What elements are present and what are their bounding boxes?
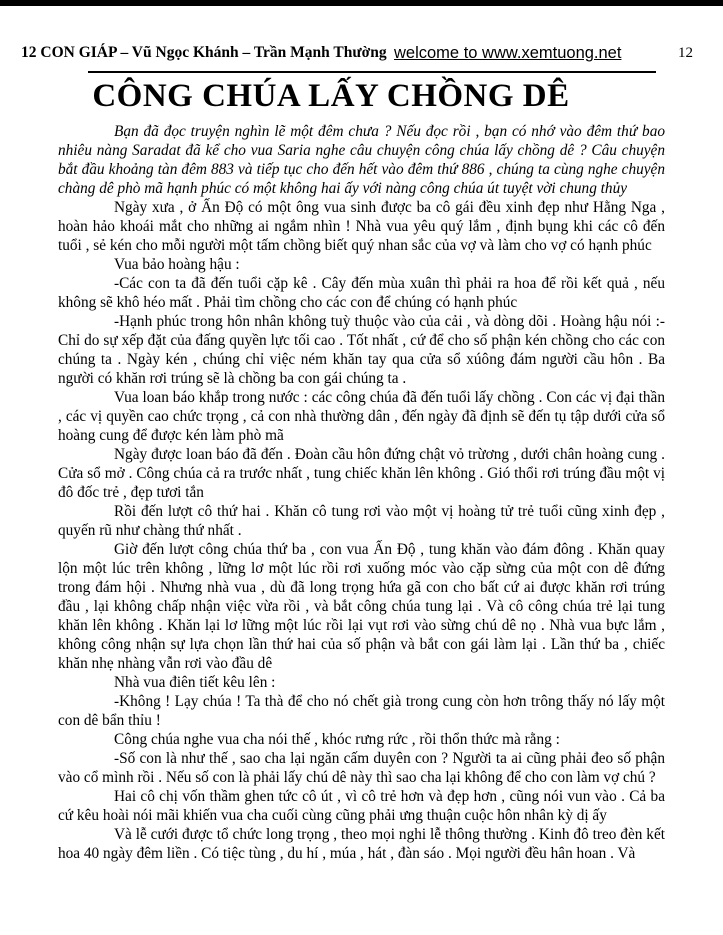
page-number: 12 xyxy=(678,45,693,61)
story-paragraph: Vua loan báo khắp trong nước : các công chúa đã đến tuổi lấy chồng . Con các vị đại thần , các vị quyền cao chức trọng , cả con nhà thường dân , đến ngày đã định sẽ đến tụ tập dưới cửa sổ hoàng cung để được kén làm phò mã xyxy=(58,389,665,444)
story-paragraph: Rồi đến lượt cô thứ hai . Khăn cô tung rơi vào một vị hoàng tử trẻ tuổi cũng xinh đẹp , quyến rũ như chàng thứ nhất . xyxy=(58,503,665,539)
story-paragraph: Vua bảo hoàng hậu : xyxy=(114,256,240,273)
story-paragraph: Hai cô chị vốn thầm ghen tức cô út , vì cô trẻ hơn và đẹp hơn , cũng nói vun vào . Cả ba cứ kêu hoài nói mãi khiến vua cha cuối cùng cũng phải ưng thuận cuộc hôn nhân kỳ dị ấy xyxy=(58,788,665,824)
story-paragraph: -Hạnh phúc trong hôn nhân không tuỳ thuộc vào của cải , và dòng dõi . Hoàng hậu nói :- Chỉ do sự xếp đặt của đấng quyền lực tối cao . Tốt nhất , cứ để cho số phận kén chồng cho các con chúng ta . Ngày kén , chúng chỉ việc ném khăn tay qua cửa sổ xúông đám người cầu hôn . Ba người có khăn rơi trúng sẽ là chồng ba con gái chúng ta . xyxy=(58,313,665,387)
story-content xyxy=(58,122,665,863)
story-paragraph: Nhà vua điên tiết kêu lên : xyxy=(114,674,276,691)
story-paragraph: Ngày xưa , ở Ấn Độ có một ông vua sinh được ba cô gái đều xinh đẹp như Hằng Nga , hoàn hảo khoái mắt cho những ai ngắm nhìn ! Nhà vua yêu quý lắm , định bụng khi các cô đến tuổi , sẻ kén cho mỗi người một tấm chồng biết quý nhan sắc của vợ và làm cho vợ có hạnh phúc xyxy=(58,199,665,254)
book-title: 12 CON GIÁP – Vũ Ngọc Khánh – Trần Mạnh Thường xyxy=(21,44,387,61)
story-paragraph: -Số con là như thế , sao cha lại ngăn cấm duyên con ? Người ta ai cũng phải đeo số phận vào cổ mình rồi . Nếu số con là phải lấy chú dê này thì sao cha lại không để cho con làm vợ chú ? xyxy=(58,750,665,786)
story-paragraph: Công chúa nghe vua cha nói thế , khóc rưng rức , rồi thổn thức mà rằng : xyxy=(114,731,560,748)
story-paragraph: -Không ! Lạy chúa ! Ta thà để cho nó chết già trong cung còn hơn trông thấy nó lấy một con dê bẩn thỉu ! xyxy=(58,693,665,729)
header-divider xyxy=(88,71,656,73)
scan-edge-artifact xyxy=(0,0,723,6)
story-paragraph: -Các con ta đã đến tuổi cặp kê . Cây đến mùa xuân thì phải ra hoa để rồi kết quả , nếu không sẽ khô héo mất . Phải tìm chồng cho các con để chúng có hạnh phúc xyxy=(58,275,665,311)
story-paragraph-intro: Bạn đã đọc truyện nghìn lẽ một đêm chưa ? Nếu đọc rồi , bạn có nhớ vào đêm thứ bao nhiêu nàng Saradat đã kể cho vua Saria nghe câu chuyện công chúa lấy chồng dê ? Câu chuyện bắt đầu khoảng tàn đêm 883 và tiếp tục cho đến hết vào đêm thứ 886 , chúng ta cùng nghe chuyện chàng dê phò mã hạnh phúc có một không hai ấy với nàng công chúa út tuyệt vời chung thủy xyxy=(58,123,665,197)
site-link[interactable]: welcome to www.xemtuong.net xyxy=(394,44,622,62)
page-header xyxy=(0,44,723,66)
story-paragraph: Giờ đến lượt công chúa thứ ba , con vua Ấn Độ , tung khăn vào đám đông . Khăn quay lộn một lúc trên không , lững lơ một lúc rồi rơi xuống móc vào cặp sừng của một con dê đứng trong đám hội . Nhưng nhà vua , dù đã long trọng hứa gã con cho bất cứ ai được khăn rơi trúng đầu , lại không chấp nhận việc vừa rồi , và bắt công chúa tung lại . Và cô công chúa trẻ lại tung khăn lên không . Khăn lại lơ lững một lúc rồi lại vụt rơi vào sừng chú dê nọ . Nhà vua bực lắm , không công nhận sự lựa chọn lần thứ hai của số phận và bắt con gái làm lại . Lần thứ ba , chiếc khăn nhẹ nhàng vẫn rơi vào đầu dê xyxy=(58,541,665,672)
story-paragraph: Ngày được loan báo đã đến . Đoàn cầu hôn đứng chật vỏ trừơng , dưới chân hoàng cung . Cửa sổ mở . Công chúa cả ra trước nhất , tung chiếc khăn lên không . Gió thổi rơi trúng đầu một vị đô đốc trẻ , đẹp tươi tắn xyxy=(58,446,665,501)
story-title: CÔNG CHÚA LẤY CHỒNG DÊ xyxy=(92,78,570,114)
story-paragraph: Và lễ cưới được tổ chức long trọng , theo mọi nghi lễ thông thường . Kinh đô treo đèn kết hoa 40 ngày đêm liền . Có tiệc tùng , du hí , múa , hát , đàn sáo . Mọi người đều hân hoan . Và xyxy=(58,826,665,862)
